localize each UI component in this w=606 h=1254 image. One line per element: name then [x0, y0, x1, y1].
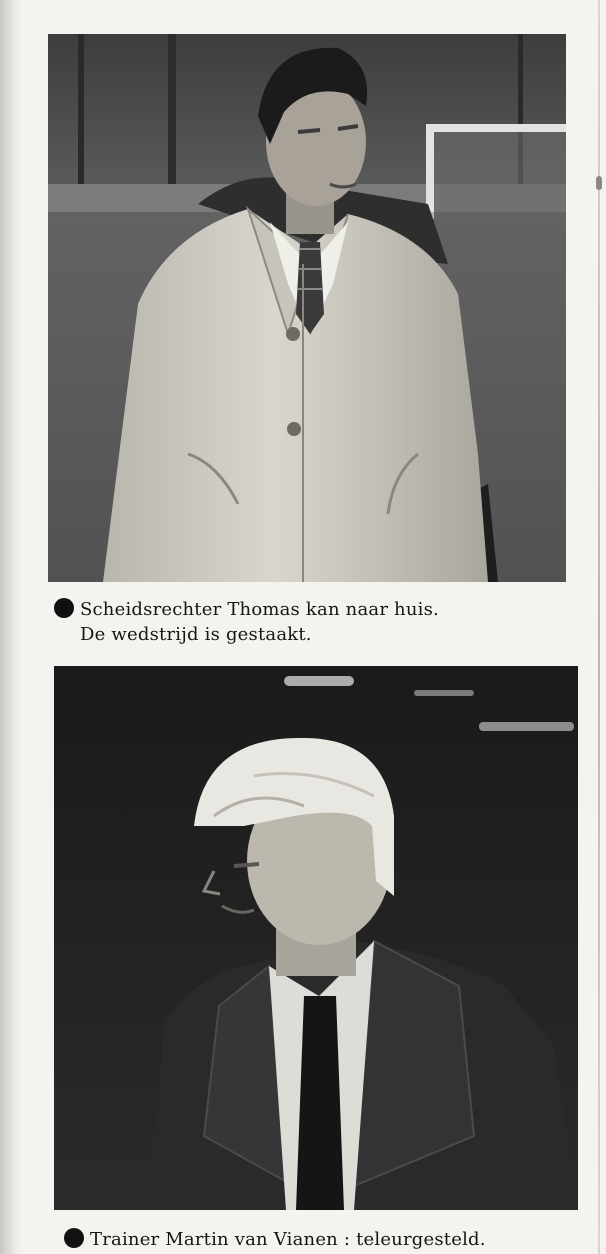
filled-circle-bullet-icon — [64, 1228, 84, 1248]
referee-photo — [48, 34, 566, 582]
page-edge-mark — [596, 176, 602, 190]
page-binding-shadow — [0, 0, 22, 1254]
referee-photo-image — [48, 34, 566, 582]
caption-1-line-2: De wedstrijd is gestaakt. — [80, 624, 312, 645]
trainer-photo-image — [54, 666, 578, 1210]
caption-1-line-1: Scheidsrechter Thomas kan naar huis. — [80, 599, 439, 620]
caption-2-line-1: Trainer Martin van Vianen : teleurgesteld. — [90, 1229, 486, 1250]
referee-photo-caption — [54, 597, 574, 647]
trainer-photo-caption — [64, 1227, 594, 1252]
trainer-photo — [54, 666, 578, 1210]
filled-circle-bullet-icon — [54, 598, 74, 618]
